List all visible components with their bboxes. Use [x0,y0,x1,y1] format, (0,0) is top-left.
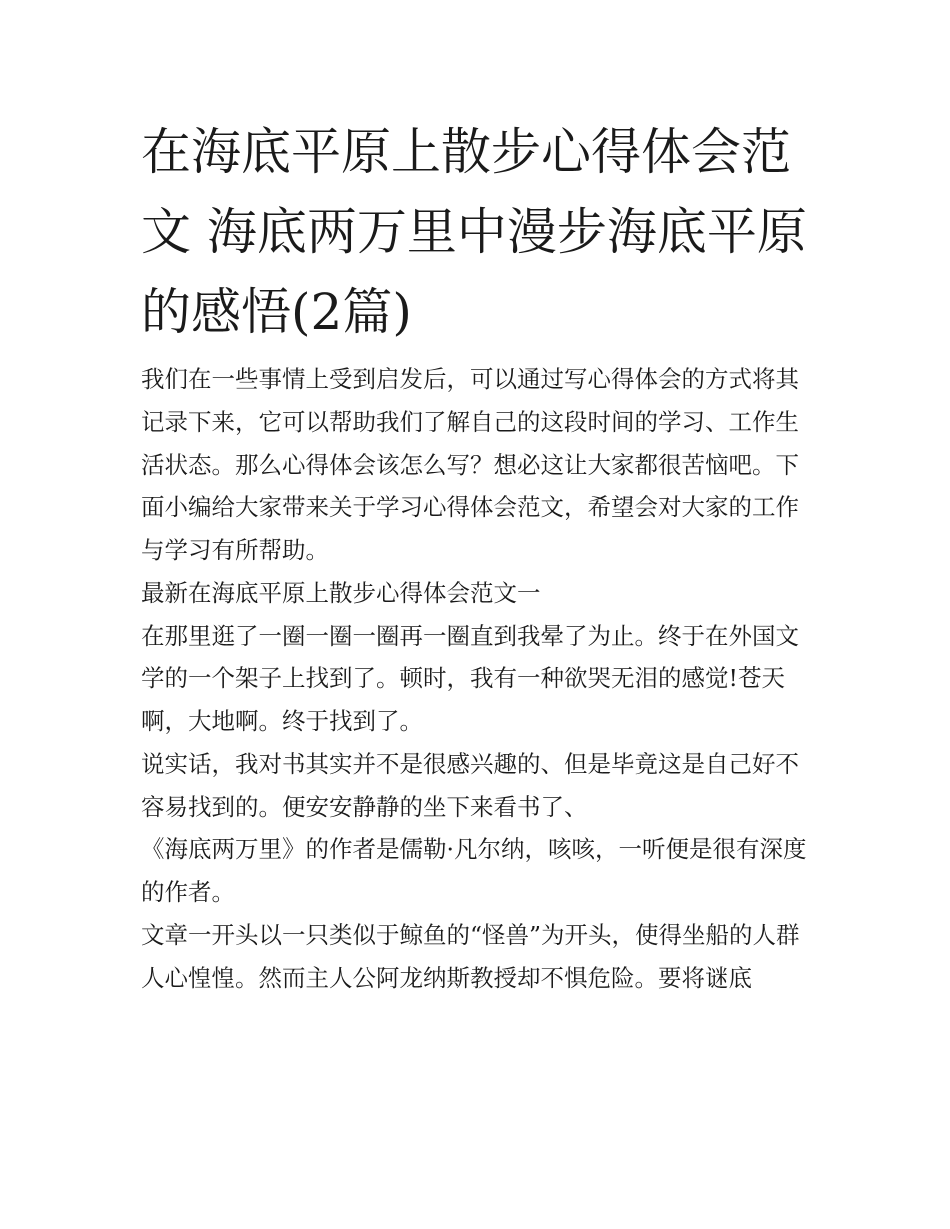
body-paragraph: 文章一开头以一只类似于鲸鱼的“怪兽”为开头，使得坐船的人群人心惶惶。然而主人公阿龙纳斯教授却不惧危险。要将谜底 [141,920,800,992]
body-paragraph: 说实话，我对书其实并不是很感兴趣的、但是毕竟这是自己好不容易找到的。便安安静静的坐下来看书了、 [141,749,799,821]
document-body [141,358,813,999]
body-paragraph: 《海底两万里》的作者是儒勒·凡尔纳，咳咳，一听便是很有深度的作者。 [141,835,807,907]
body-paragraph: 在那里逛了一圈一圈一圈再一圈直到我晕了为止。终于在外国文学的一个架子上找到了。顿时，我有一种欲哭无泪的感觉!苍天啊，大地啊。终于找到了。 [141,621,799,736]
intro-paragraph: 我们在一些事情上受到启发后，可以通过写心得体会的方式将其记录下来，它可以帮助我们了解自己的这段时间的学习、工作生活状态。那么心得体会该怎么写？想必这让大家都很苦恼吧。下面小编给大家带来关于学习心得体会范文，希望会对大家的工作与学习有所帮助。 [141,365,799,565]
document-page [141,112,813,999]
section-heading: 最新在海底平原上散步心得体会范文一 [141,578,541,607]
document-title: 在海底平原上散步心得体会范文 海底两万里中漫步海底平原的感悟(2篇) [141,123,807,341]
